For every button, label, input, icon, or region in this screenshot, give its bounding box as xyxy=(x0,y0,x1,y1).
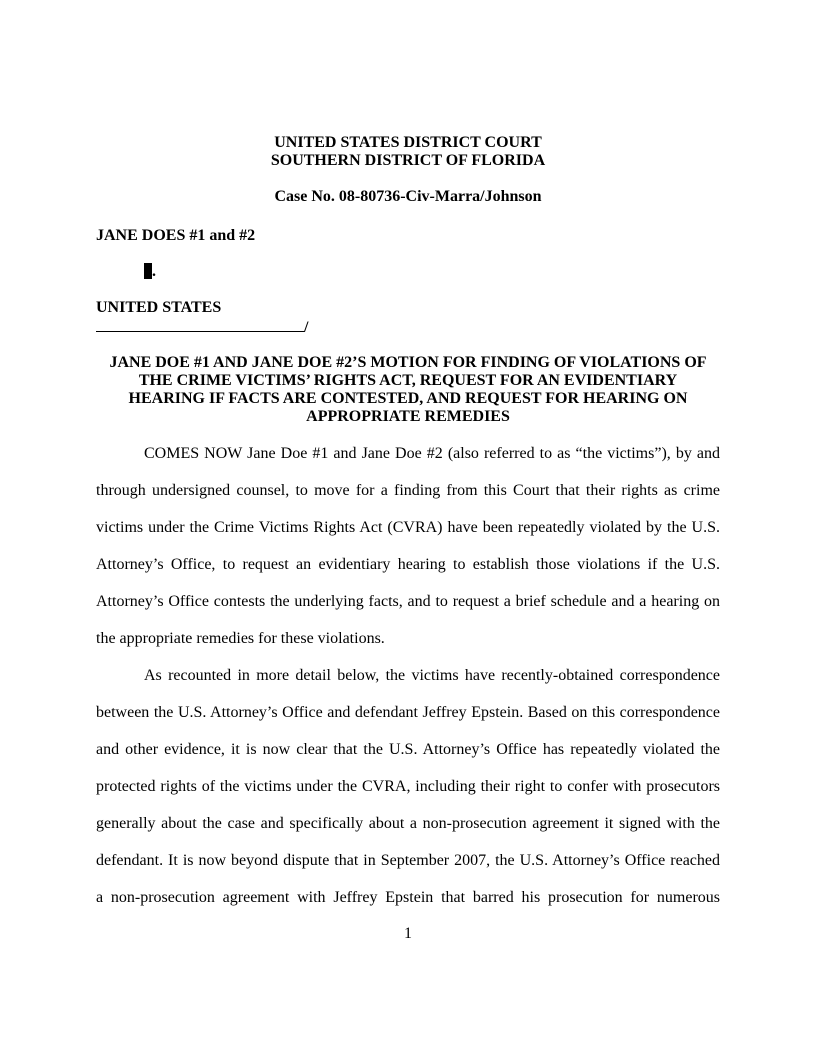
body-line: As recounted in more detail below, the victims have recently-obtained correspondence xyxy=(144,667,720,684)
versus-suffix: . xyxy=(152,263,156,280)
body-line: and other evidence, it is now clear that the U.S. Attorney’s Office has repeatedly violated the xyxy=(96,741,720,758)
defendant-name: UNITED STATES xyxy=(96,299,222,316)
body-line: between the U.S. Attorney’s Office and defendant Jeffrey Epstein. Based on this correspondence xyxy=(96,704,720,721)
motion-title-line: THE CRIME VICTIMS’ RIGHTS ACT, REQUEST FOR AN EVIDENTIARY xyxy=(138,372,678,389)
motion-title-line: JANE DOE #1 AND JANE DOE #2’S MOTION FOR FINDING OF VIOLATIONS OF xyxy=(109,354,707,371)
caption-divider xyxy=(96,317,308,337)
body-line: a non-prosecution agreement with Jeffrey Epstein that barred his prosecution for numerous xyxy=(96,889,720,906)
body-line: protected rights of the victims under the CVRA, including their right to confer with prosecutors xyxy=(96,778,720,795)
versus-row xyxy=(144,263,156,281)
motion-title xyxy=(96,354,720,426)
court-district: SOUTHERN DISTRICT OF FLORIDA xyxy=(270,152,546,169)
body-line: the appropriate remedies for these violations. xyxy=(96,630,385,647)
body-line: Attorney’s Office contests the underlying facts, and to request a brief schedule and a hearing on xyxy=(96,593,720,610)
court-name: UNITED STATES DISTRICT COURT xyxy=(274,134,542,151)
body-line: defendant. It is now beyond dispute that in September 2007, the U.S. Attorney’s Office reached xyxy=(96,852,720,869)
caption-slash: / xyxy=(304,319,309,336)
plaintiffs-name: JANE DOES #1 and #2 xyxy=(96,227,256,244)
body-line: generally about the case and specifically about a non-prosecution agreement it signed with the xyxy=(96,815,720,832)
motion-title-line: HEARING IF FACTS ARE CONTESTED, AND REQUEST FOR HEARING ON xyxy=(128,390,688,407)
case-number: Case No. 08-80736-Civ-Marra/Johnson xyxy=(274,188,542,205)
body-line: COMES NOW Jane Doe #1 and Jane Doe #2 (also referred to as “the victims”), by and xyxy=(144,445,720,462)
motion-body xyxy=(96,445,720,926)
court-header xyxy=(0,134,816,170)
body-line: through undersigned counsel, to move for a finding from this Court that their rights as crime xyxy=(96,482,720,499)
body-line: victims under the Crime Victims Rights Act (CVRA) have been repeatedly violated by the U.S. xyxy=(96,519,720,536)
redaction-mark xyxy=(144,263,152,279)
motion-title-line: APPROPRIATE REMEDIES xyxy=(306,408,510,425)
page-number: 1 xyxy=(404,925,412,942)
caption-underline xyxy=(96,317,304,332)
body-line: Attorney’s Office, to request an evidentiary hearing to establish those violations if the U.S. xyxy=(96,556,720,573)
